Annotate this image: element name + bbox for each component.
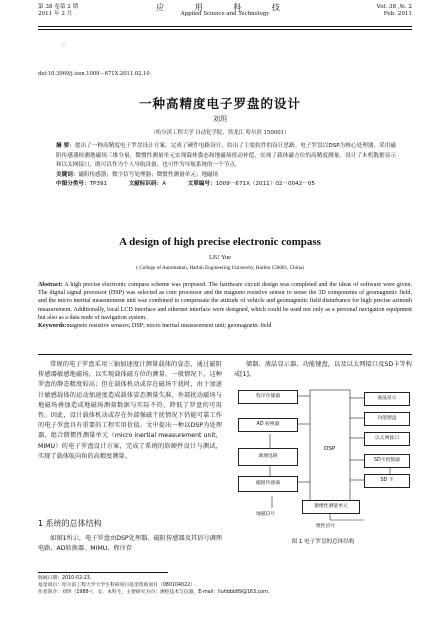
- footnote-rule: [38, 572, 168, 573]
- magneto-sensor-block: 磁阻传感器: [238, 476, 298, 492]
- lcd-block: 液晶显示: [364, 392, 410, 406]
- abstract-en-label: Abstract:: [38, 282, 63, 288]
- journal-name-zh: 应 用 科 技: [156, 3, 294, 12]
- article-no-value: 1009－671X（2011）02－0042－05: [215, 181, 315, 188]
- doc-code-value: A: [162, 181, 167, 188]
- volume-issue: 第 38 卷第 2 期: [38, 4, 79, 10]
- article-no-label: 文章编号：: [187, 181, 216, 188]
- section1-paragraph-cont: 储器、液晶显示器、功能键盘，以及以太网接口及SD卡等构成[1]。: [234, 361, 412, 379]
- footnote-received: 收稿日期：2010-02-23.: [38, 576, 92, 581]
- header-right: [377, 4, 412, 18]
- affiliation-zh: （哈尔滨工程大学 自动化学院，黑龙江 哈尔滨 150001）: [150, 130, 290, 136]
- keypad-block: 功能键盘: [364, 412, 410, 426]
- sd-controller-block: SD卡控制器: [364, 454, 410, 468]
- keywords-en: magneto resistive sensors; DSP; micro inertial measurement unit; geomagnetic field: [66, 323, 272, 330]
- dsp-label: DSP: [324, 446, 336, 452]
- sd-card-block: SD 卡: [364, 474, 410, 488]
- paper-title-en: A design of high precise electronic compass: [119, 236, 321, 248]
- body-left-column: [38, 360, 222, 462]
- pub-date-en: Feb. 2011: [383, 11, 412, 17]
- figure-1-block-diagram: [234, 384, 412, 534]
- author-en: LIU Yue: [209, 254, 231, 261]
- section1-paragraph: 如图1所示，电子罗盘由DSP处理器、磁阻传感器及其信号调理电路、AD转换器、MIMU、程序存: [38, 535, 222, 553]
- ethernet-block: 以太网接口: [364, 432, 410, 446]
- watermark: ✕: [57, 38, 71, 53]
- clc-value: TP391: [89, 181, 108, 188]
- geomagnetic-signal-label: 地磁信号: [256, 512, 276, 517]
- inertial-signal-label: 惯性信号: [316, 524, 336, 529]
- body-left-column-2: [38, 534, 222, 554]
- doi: doi:10.3969/j.issn.1009－671X.2011.02.10: [38, 71, 150, 77]
- doc-code-label: 文献标识码：: [128, 181, 163, 188]
- program-memory-block: 程序存储器: [238, 390, 298, 404]
- header-rule: [38, 26, 412, 27]
- header-center: [38, 4, 412, 18]
- conditioning-block: 调理电路: [238, 448, 298, 466]
- keywords-zh: 磁阻传感器；数字信号处理器；微惯性测量单元；地磁场: [78, 171, 219, 178]
- abstract-separator: [38, 354, 412, 355]
- volume-issue-en: Vol. 38 ,№. 2: [376, 4, 412, 10]
- footnote-bio: 作者简介：刘玥（1988-），女，本科生，主要研究方向：测控技术与仪器，E-mail：liuhbbb89@163.com.: [38, 590, 270, 595]
- figure-1-caption: 图 1 电子罗盘的总体结构: [291, 539, 355, 545]
- clc-label: 中图分类号：: [56, 181, 90, 188]
- pub-date: 2011 年 2 月: [38, 11, 73, 17]
- abstract-zh-text: 提出了一种高精度电子罗盘设计方案，完成了硬件电路设计，给出了主要软件的设计思路。电子罗盘以DSP为核心处理器，采用磁阻传感器检测地磁场三维分量，微惯性测量单元实现载体姿态和地磁场扰动补偿，实现了载体磁方位的高精度测量。设计了本机数据显示和以太网接口，既可以作为个人导航设备，也可作为导航系统的一个节点。: [56, 143, 396, 169]
- affiliation-en: ( College of Automation, Harbin Engineering University, Harbin 150001, China): [136, 265, 304, 271]
- abstract-en-text: A high precise electronic compass scheme was proposed. The hardware circuit design was completed and the ideas of software were given. The digital signal processor (DSP) was selected as core processor and the magneto resistive sensor to sense the 3D components of geomagnetic field, and the micro inertial measurement unit was combined to compensate the attitude of vehicle and geomagnetic field disturbance for high precise azimuth measurement. Additionally, local LCD interface and ethernet interface were designed, which could be used not only as a personal navigation equipment but also as a data node of navigation system.: [38, 282, 412, 321]
- body-right-column: [234, 360, 412, 380]
- section-heading-1: 1 系统的总体结构: [38, 519, 102, 528]
- footnote-fund: 基金项目：哈尔滨工程大学大学生科研项目基金资助项目（080104022）.: [38, 583, 197, 588]
- intro-paragraph: 常规的电子罗盘采用三轴加速度计测量载体的姿态，通过磁阻传感器敏感地磁场，以实现载体磁方位的测量。一般情况下，这种罗盘的静态精度较高；但在载体机动或存在磁场干扰时，由于加速计敏感载体的运动加速度造成载体姿态测量失准，外部扰动磁场与地磁场叠加造成地磁场测量数据与实际不符，降低了罗盘的可用性。因此，设计载体机动或存在外部强磁干扰情况下仍能可靠工作的电子罗盘具有重要的工程实用价值。文中提出一种以DSP为处理器，组合微惯性测量单元（micro inertial measurement unit，MIMU）的电子罗盘设计方案，完成了系统的软硬件设计与测试，实现了载体航向角的高精度测量。: [38, 361, 222, 460]
- abstract-zh-label: 摘 要：: [56, 143, 75, 149]
- journal-header: [38, 4, 412, 26]
- keywords-zh-label: 关键词：: [56, 171, 79, 178]
- abstract-zh: [56, 142, 396, 190]
- ad-converter-block: AD 转换器: [238, 418, 298, 432]
- mimu-block: 微惯性测量单元: [302, 500, 360, 514]
- header-rule-thin: [38, 29, 412, 30]
- paper-title-zh: 一种高精度电子罗盘的设计: [138, 96, 301, 111]
- keywords-en-label: Keywords:: [38, 323, 67, 330]
- author-zh: 刘玥: [213, 115, 227, 123]
- journal-name-en: Applied Science and Technology: [180, 11, 270, 17]
- abstract-en: [38, 281, 412, 330]
- footnotes: [38, 575, 412, 596]
